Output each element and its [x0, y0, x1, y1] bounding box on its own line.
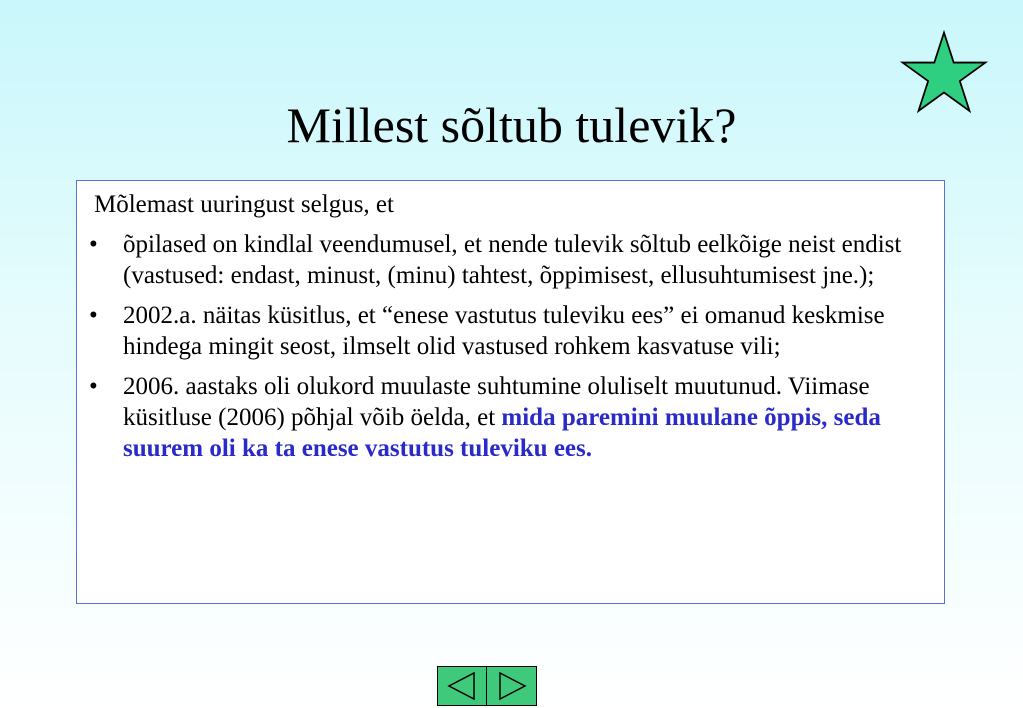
triangle-left-shape [449, 673, 474, 699]
bullet-marker: • [89, 302, 98, 329]
next-slide-button[interactable] [487, 666, 537, 706]
bullet-highlight-3: mida paremini muulane õppis, seda suurem oli ka ta enese vastutus tuleviku ees. [123, 404, 881, 462]
bullet-text-2: 2002.a. näitas küsitlus, et “enese vastutus tuleviku ees” ei omanud keskmise hindega mingit seost, ilmselt olid vastused rohkem kasvatuse vili; [123, 302, 885, 360]
previous-slide-button[interactable] [437, 666, 487, 706]
intro-text: Mõlemast uuringust selgus, et [94, 191, 394, 218]
bullet-text-3: 2006. aastaks oli olukord muulaste suhtumine oluliselt muutunud. Viimase küsitluse (2006) põhjal võib öelda, et [123, 373, 870, 431]
bullet-marker: • [89, 373, 98, 400]
bullet-item-3 [85, 371, 933, 464]
bullet-text-1: õpilased on kindlal veendumusel, et nende tulevik sõltub eelkõige neist endist (vastused: endast, minust, (minu) tahtest, õppimisest, ellusuhtumisest jne.); [123, 231, 902, 289]
triangle-right-icon [494, 670, 530, 702]
triangle-left-icon [444, 670, 480, 702]
bullet-item-1 [85, 229, 933, 291]
triangle-right-shape [500, 673, 525, 699]
bullet-item-2 [85, 300, 933, 362]
star-shape [903, 33, 986, 111]
star-icon [900, 30, 988, 118]
bullet-list [85, 229, 933, 473]
slide-title: Millest sõltub tulevik? [286, 97, 737, 153]
slide-navigation [437, 666, 537, 706]
bullet-marker: • [89, 231, 98, 258]
content-box [76, 180, 945, 604]
